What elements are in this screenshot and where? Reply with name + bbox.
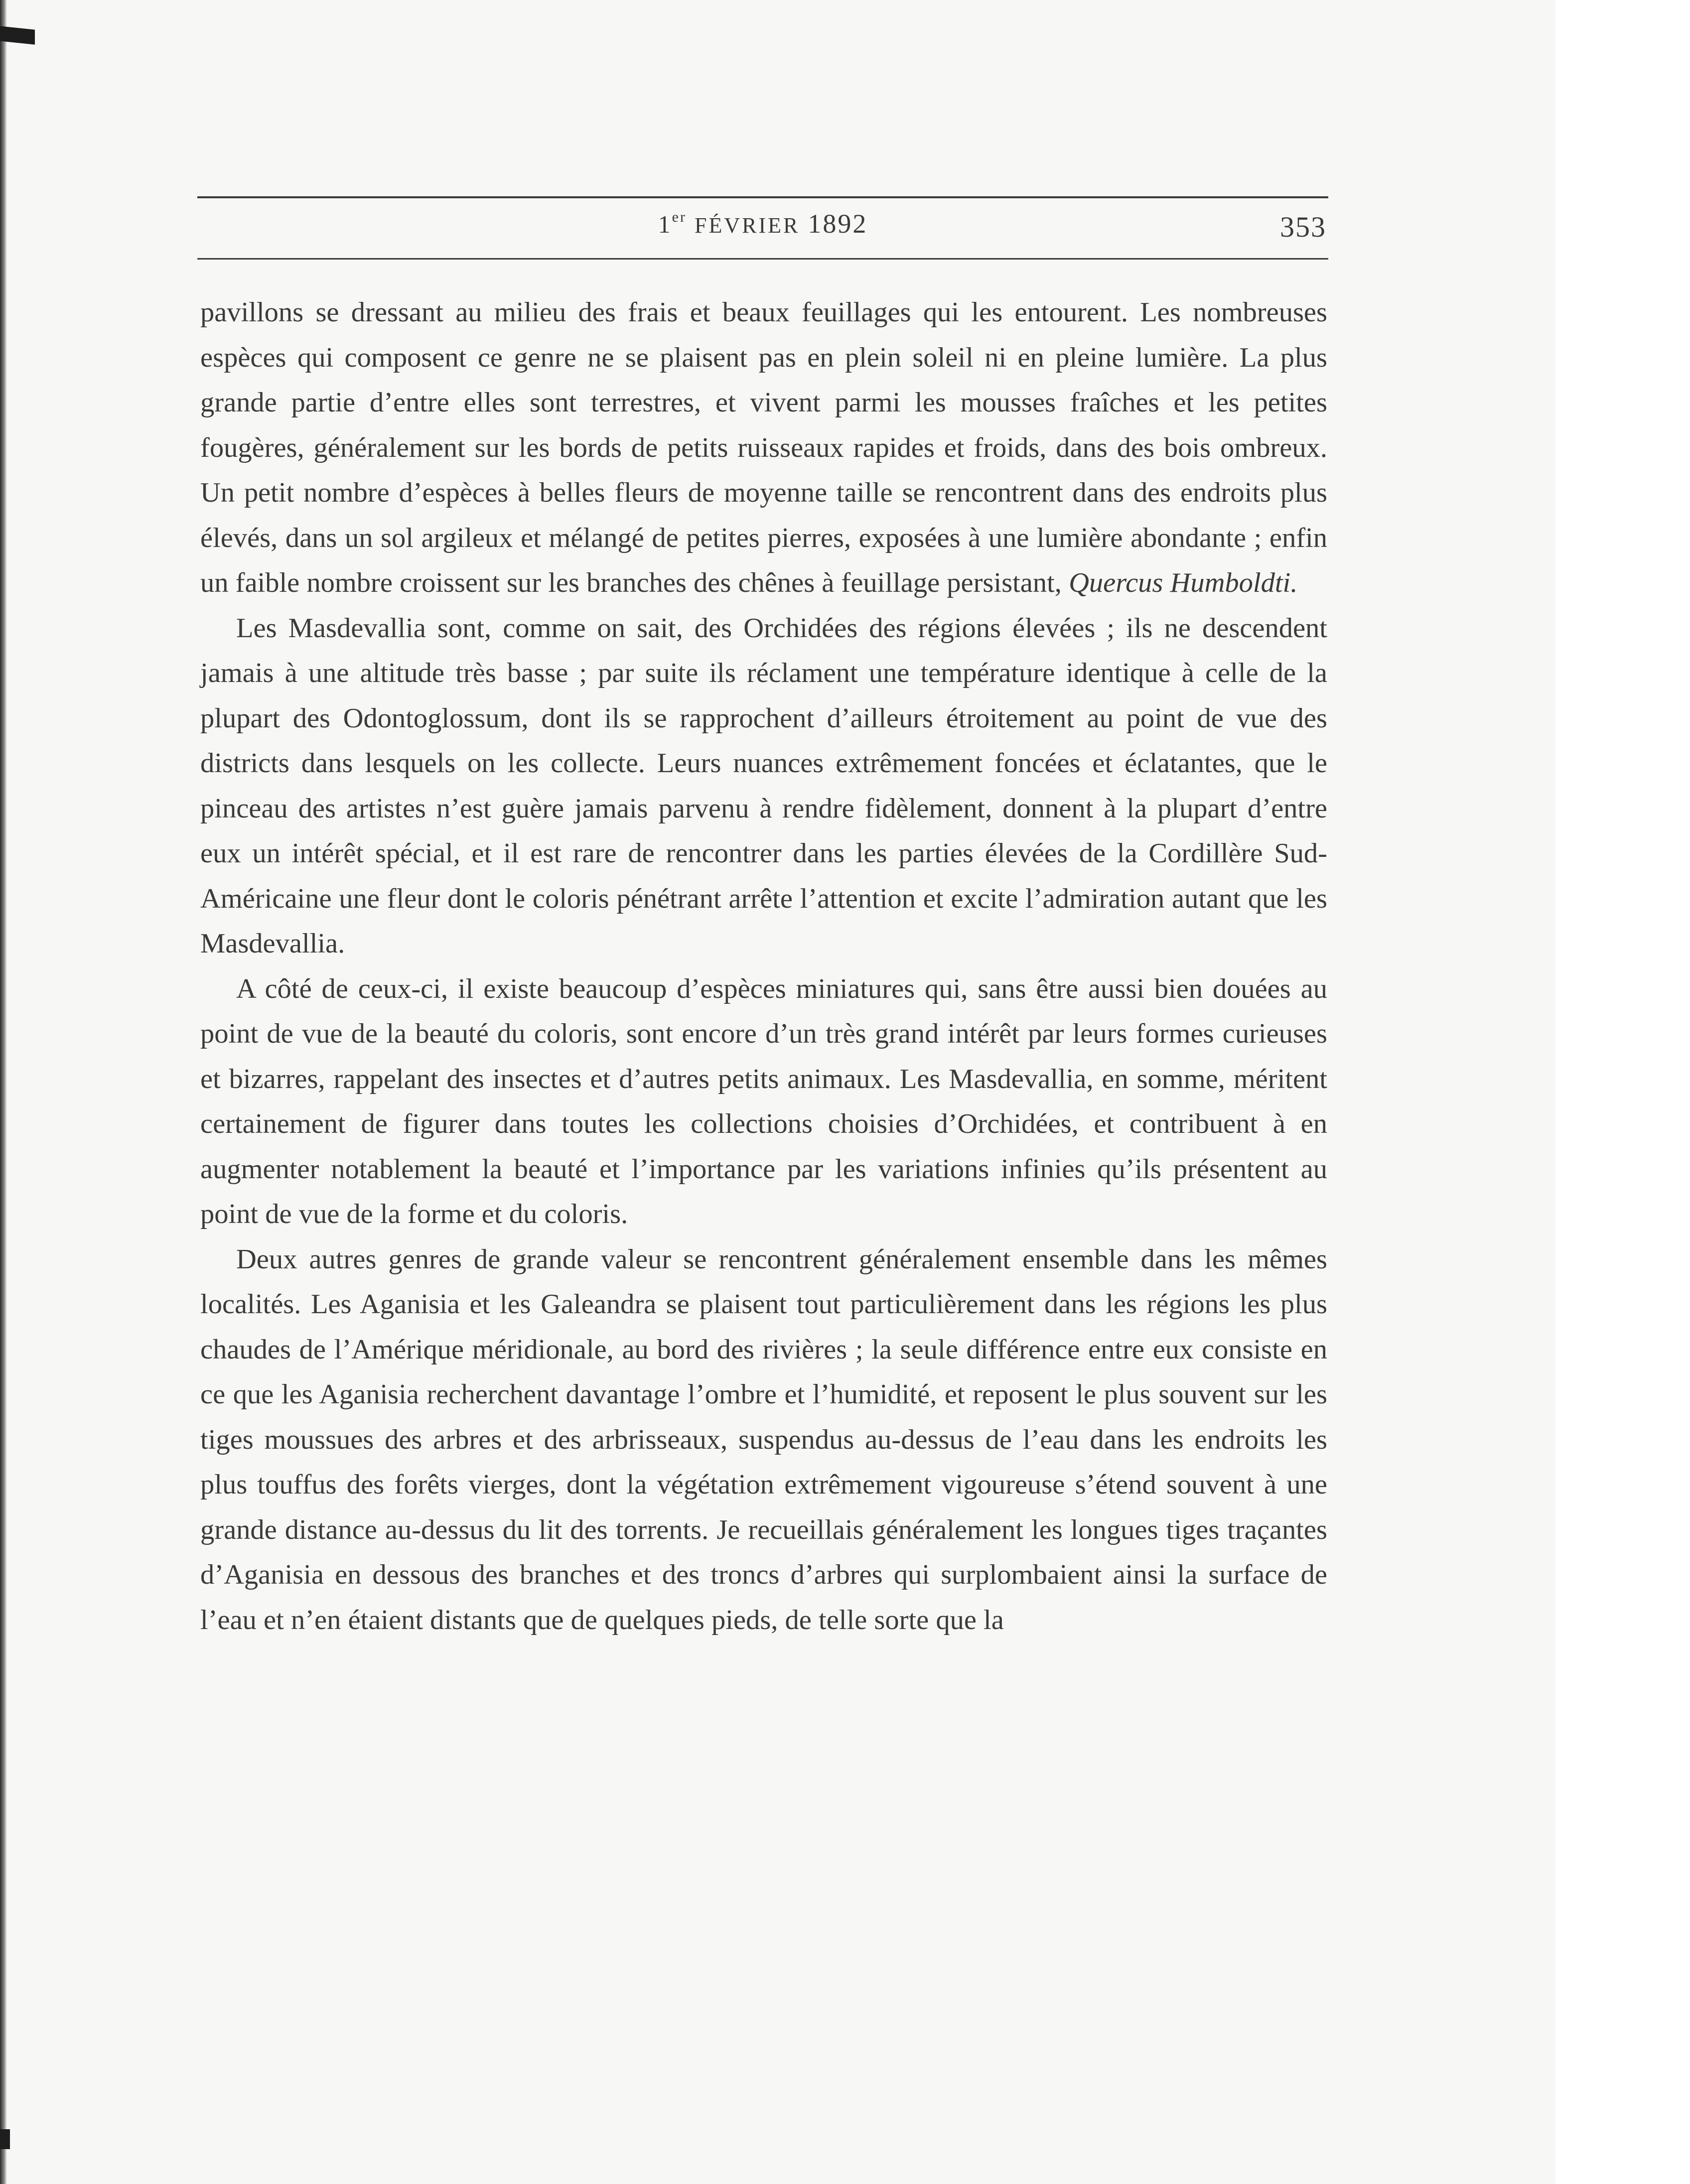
running-header [197, 208, 1328, 250]
scan-margin-right [1555, 0, 1690, 2184]
paragraph-1-text: pavillons se dressant au milieu des frais et beaux feuillages qui les entourent. Les nombreuses espèces qui composent ce genre ne se plaisent pas en plein soleil ni en pleine lumière. La plus grande partie d’entre elles sont terrestres, et vivent parmi les mousses fraîches et les petites fougères, généralement sur les bords de petits ruisseaux rapides et froids, dans des bois ombreux. Un petit nombre d’espèces à belles fleurs de moyenne taille se rencontrent dans des endroits plus élevés, dans un sol argileux et mélangé de petites pierres, exposées à une lumière abondante ; enfin un faible nombre croissent sur les branches des chênes à feuillage persistant, [200, 297, 1327, 598]
scan-shadow-left [0, 0, 7, 2184]
paragraph-2: Les Masdevallia sont, comme on sait, des Orchidées des régions élevées ; ils ne descendent jamais à une altitude très basse ; par suite ils réclament une température identique à celle de la plupart des Odontoglossum, dont ils se rapprochent d’ailleurs étroitement au point de vue des districts dans lesquels on les collecte. Leurs nuances extrêmement foncées et éclatantes, que le pinceau des artistes n’est guère jamais parvenu à rendre fidèlement, donnent à la plupart d’entre eux un intérêt spécial, et il est rare de rencontrer dans les parties élevées de la Cordillère Sud-Américaine une fleur dont le coloris pénétrant arrête l’attention et excite l’admiration autant que les Masdevallia. [200, 612, 1327, 959]
header-rule-top [197, 196, 1328, 198]
body-text [200, 290, 1327, 1642]
header-month: FÉVRIER [694, 213, 800, 238]
header-day-suffix: er [672, 209, 687, 225]
page-number: 353 [1280, 211, 1326, 243]
header-day: 1 [658, 210, 672, 238]
header-date [197, 208, 1328, 239]
paragraph-3: A côté de ceux-ci, il existe beaucoup d’espèces miniatures qui, sans être aussi bien douées au point de vue de la beauté du coloris, sont encore d’un très grand intérêt par leurs formes curieuses et bizarres, rappelant des insectes et d’autres petits animaux. Les Masdevallia, en somme, méritent certainement de figurer dans toutes les collections choisies d’Orchidées, et contribuent à en augmenter notablement la beauté et l’importance par les variations infinies qu’ils présentent au point de vue de la forme et du coloris. [200, 973, 1327, 1229]
header-year: 1892 [808, 209, 868, 239]
header-rule-bottom [197, 258, 1328, 260]
paragraph-1-italic-species: Quercus Humboldti. [1069, 567, 1298, 598]
paragraph-1 [200, 290, 1327, 606]
scan-corner-mark-bottom [0, 2129, 10, 2149]
paragraph-4: Deux autres genres de grande valeur se rencontrent généralement ensemble dans les mêmes localités. Les Aganisia et les Galeandra se plaisent tout particulièrement dans les régions les plus chaudes de l’Amérique méridionale, au bord des rivières ; la seule différence entre eux consiste en ce que les Aganisia recherchent davantage l’ombre et l’humidité, et reposent le plus souvent sur les tiges moussues des arbres et des arbrisseaux, suspendus au-dessus de l’eau dans les endroits les plus touffus des forêts vierges, dont la végétation extrêmement vigoureuse s’étend souvent à une grande distance au-dessus du lit des torrents. Je recueillais généralement les longues tiges traçantes d’Aganisia en dessous des branches et des troncs d’arbres qui surplombaient ainsi la surface de l’eau et n’en étaient distants que de quelques pieds, de telle sorte que la [200, 1243, 1327, 1636]
